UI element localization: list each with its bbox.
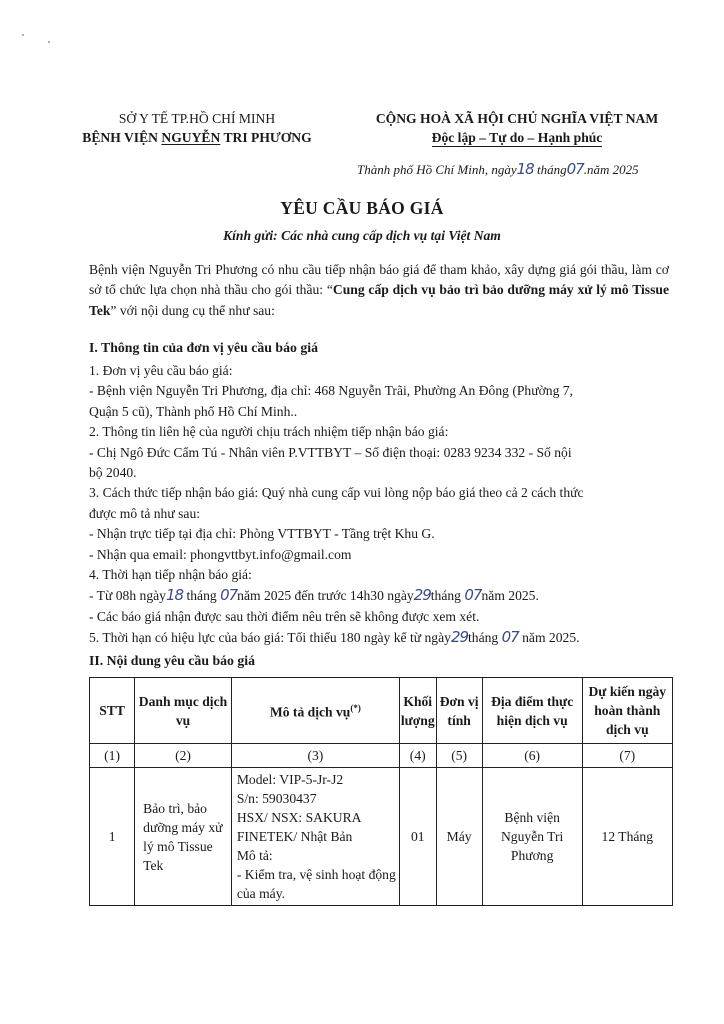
line: Quận 5 cũ), Thành phố Hồ Chí Minh.. — [89, 403, 298, 419]
desc-line: Model: VIP-5-Jr-J2 — [236, 772, 344, 787]
handwritten-month: 07 — [220, 586, 238, 605]
handwritten-day: 18 — [165, 586, 184, 605]
section2-title: II. Nội dung yêu cầu báo giá — [89, 653, 255, 668]
line: - Nhận trực tiếp tại địa chỉ: Phòng VTTBYT - Tầng trệt Khu G. — [89, 526, 435, 542]
cell-quantity: 01 — [399, 768, 436, 906]
index-cell: (2) — [135, 744, 232, 768]
intro-paragraph: Bệnh viện Nguyễn Tri Phương có nhu cầu tiếp nhận báo giá để tham khảo, xây dựng giá gói thầu, làm cơ sở tổ chức lựa chọn nhà thầu cho gói thầu: “Cung cấp dịch vụ bảo trì bảo dưỡng máy xử lý mô Tissue Tek” với nội dung cụ thể như sau: — [89, 262, 669, 318]
late-note: - Các báo giá nhận được sau thời điểm nêu trên sẽ không được xem xét. — [89, 608, 480, 624]
handwritten-month: 07 — [566, 160, 584, 178]
col-header-quantity: Khối lượng — [399, 678, 436, 744]
table-header-row — [90, 678, 673, 744]
cell-stt: 1 — [90, 768, 135, 906]
cell-location: Bệnh viện Nguyễn Tri Phương — [482, 768, 582, 906]
index-cell: (1) — [90, 744, 135, 768]
desc-line: - Kiểm tra, vệ sinh hoạt động của máy. — [236, 867, 396, 901]
email-line: - Nhận qua email: phongvttbyt.info@gmail.com — [89, 546, 352, 562]
index-cell: (6) — [482, 744, 582, 768]
col-header-unit: Đơn vị tính — [436, 678, 482, 744]
quotation-table — [89, 677, 673, 906]
cell-description — [231, 768, 399, 906]
table-index-row — [90, 744, 673, 768]
index-cell: (3) — [231, 744, 399, 768]
index-cell: (5) — [436, 744, 482, 768]
document-title: YÊU CẦU BÁO GIÁ — [280, 198, 444, 218]
index-cell: (4) — [399, 744, 436, 768]
col-header-description: Mô tả dịch vụ(*) — [231, 678, 399, 744]
index-cell: (7) — [582, 744, 672, 768]
desc-line: HSX/ NSX: SAKURA FINETEK/ Nhật Bản — [236, 810, 361, 844]
col-header-location: Địa điểm thực hiện dịch vụ — [482, 678, 582, 744]
validity-line: 5. Thời hạn có hiệu lực của báo giá: Tối thiểu 180 ngày kể từ ngày29tháng 07 năm 2025. — [89, 628, 580, 647]
line: - Bệnh viện Nguyễn Tri Phương, địa chỉ: 468 Nguyễn Trãi, Phường An Đông (Phường 7, — [89, 383, 573, 399]
cell-service-name: Bảo trì, bảo dưỡng máy xử lý mô Tissue Tek — [135, 768, 232, 906]
handwritten-month: 07 — [501, 628, 519, 647]
greeting-line: Kính gửi: Các nhà cung cấp dịch vụ tại Việt Nam — [223, 228, 501, 243]
line: 3. Cách thức tiếp nhận báo giá: Quý nhà cung cấp vui lòng nộp báo giá theo cả 2 cách thức — [89, 485, 584, 501]
line: bộ 2040. — [89, 465, 137, 481]
line: 2. Thông tin liên hệ của người chịu trách nhiệm tiếp nhận báo giá: — [89, 424, 449, 440]
col-header-service: Danh mục dịch vụ — [135, 678, 232, 744]
issuer-block — [62, 109, 332, 147]
line: - Chị Ngô Đức Cẩm Tú - Nhân viên P.VTTBYT – Số điện thoại: 0283 9234 332 - Số nội — [89, 444, 572, 460]
national-header — [352, 109, 682, 147]
handwritten-month: 07 — [464, 586, 482, 605]
handwritten-day: 18 — [516, 160, 534, 178]
deadline-line: - Từ 08h ngày18 tháng 07năm 2025 đến trước 14h30 ngày29tháng 07năm 2025. — [89, 586, 539, 605]
cell-unit: Máy — [436, 768, 482, 906]
line: 4. Thời hạn tiếp nhận báo giá: — [89, 567, 252, 583]
issue-date: Thành phố Hồ Chí Minh, ngày18 tháng07.năm 2025 — [357, 160, 639, 178]
section1-content — [89, 361, 669, 649]
department-name: SỞ Y TẾ TP.HỒ CHÍ MINH — [118, 111, 276, 126]
nation-title: CỘNG HOÀ XÃ HỘI CHỦ NGHĨA VIỆT NAM — [375, 111, 659, 126]
cell-completion: 12 Tháng — [582, 768, 672, 906]
col-header-stt: STT — [90, 678, 135, 744]
national-motto: Độc lập – Tự do – Hạnh phúc — [431, 130, 603, 145]
section1-heading: I. Thông tin của đơn vị yêu cầu báo giá — [89, 340, 318, 355]
hospital-name: BỆNH VIỆN NGUYỄN TRI PHƯƠNG — [82, 130, 312, 145]
line: được mô tả như sau: — [89, 505, 201, 521]
handwritten-day: 29 — [413, 586, 431, 605]
scan-speck — [22, 34, 24, 36]
desc-line: S/n: 59030437 — [236, 791, 317, 806]
table-row — [90, 768, 673, 906]
desc-line: Mô tả: — [236, 848, 273, 863]
line: 1. Đơn vị yêu cầu báo giá: — [89, 363, 233, 378]
scan-speck — [48, 41, 50, 43]
col-header-completion: Dự kiến ngày hoàn thành dịch vụ — [582, 678, 672, 744]
handwritten-day: 29 — [450, 628, 469, 647]
